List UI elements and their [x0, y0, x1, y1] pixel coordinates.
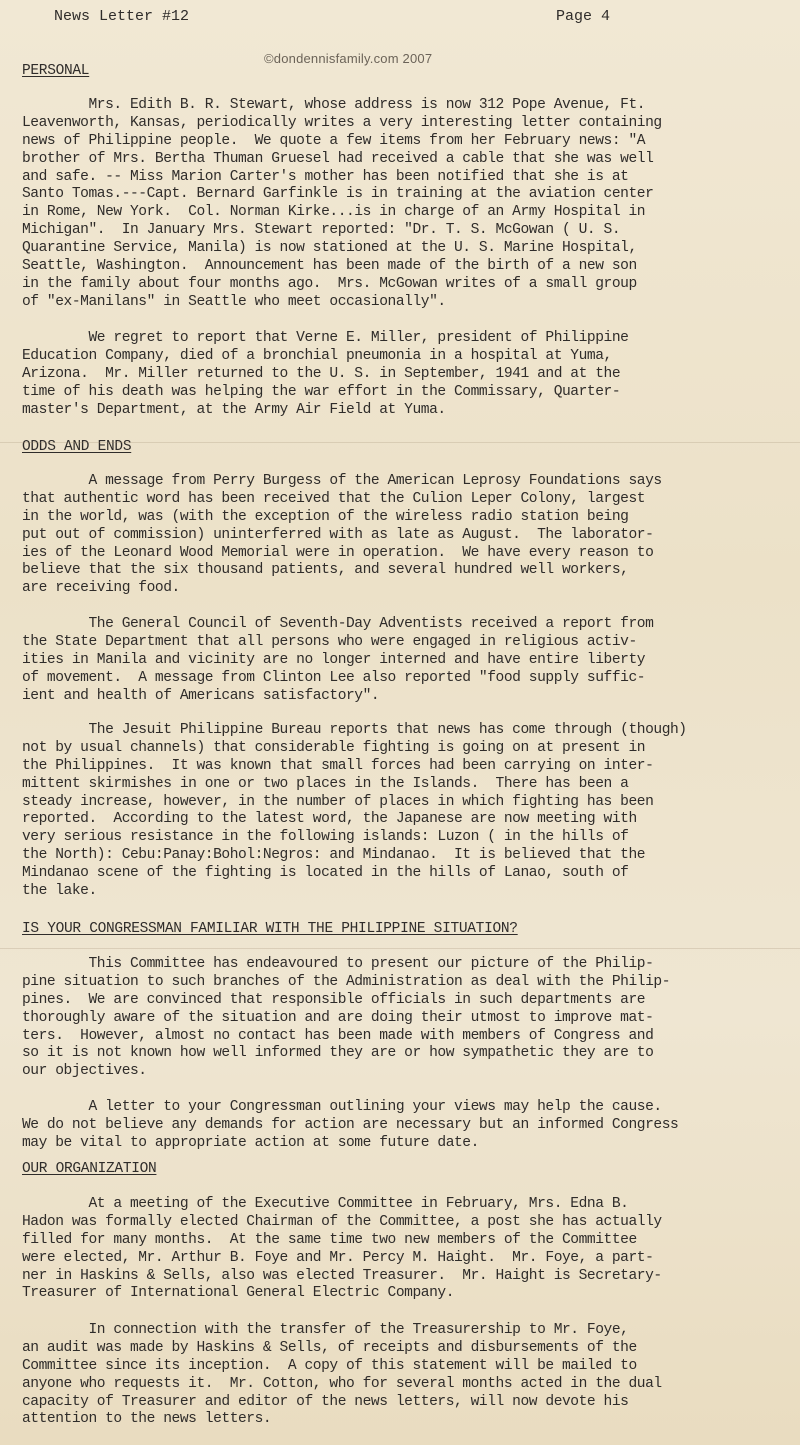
- text-line: our objectives.: [22, 1063, 147, 1080]
- text-line: At a meeting of the Executive Committee in February, Mrs. Edna B.: [22, 1196, 629, 1212]
- text-line: Seattle, Washington. Announcement has been made of the birth of a new son: [22, 258, 637, 275]
- text-line: believe that the six thousand patients, and several hundred well workers,: [22, 562, 629, 579]
- text-line: put out of commission) uninterferred with as late as August. The laborator-: [22, 526, 654, 543]
- text-line: the North): Cebu:Panay:Bohol:Negros: and Mindanao. It is believed that the: [22, 847, 646, 864]
- text-line: of movement. A message from Clinton Lee also reported "food supply suffic-: [22, 669, 646, 686]
- text-line: not by usual channels) that considerable fighting is going on at present in: [22, 739, 646, 756]
- text-line: in Rome, New York. Col. Norman Kirke...is in charge of an Army Hospital in: [22, 204, 646, 221]
- text-line: brother of Mrs. Bertha Thuman Gruesel had received a cable that she was well: [22, 150, 654, 167]
- text-line: Hadon was formally elected Chairman of the Committee, a post she has actually: [22, 1213, 662, 1230]
- text-line: We regret to report that Verne E. Miller, president of Philippine: [22, 330, 629, 346]
- section-heading-personal: PERSONAL: [22, 63, 90, 79]
- section-heading-odds-and-ends: ODDS AND ENDS: [22, 439, 132, 455]
- text-line: reported. According to the latest word, the Japanese are now meeting with: [22, 811, 637, 828]
- text-line: were elected, Mr. Arthur B. Foye and Mr. Percy M. Haight. Mr. Foye, a part-: [22, 1249, 654, 1266]
- text-line: Education Company, died of a bronchial pneumonia in a hospital at Yuma,: [22, 347, 612, 364]
- text-line: ient and health of Americans satisfactory".: [22, 687, 380, 704]
- text-line: thoroughly aware of the situation and are doing their utmost to improve mat-: [22, 1009, 654, 1026]
- paragraph-stewart: [22, 97, 792, 312]
- text-line: capacity of Treasurer and editor of the news letters, will now devote his: [22, 1393, 629, 1410]
- text-line: pine situation to such branches of the Administration as deal with the Philip-: [22, 973, 670, 990]
- text-line: mittent skirmishes in one or two places in the Islands. There has been a: [22, 775, 629, 792]
- text-line: filled for many months. At the same time two new members of the Committee: [22, 1231, 637, 1248]
- text-line: are receiving food.: [22, 580, 180, 597]
- text-line: We do not believe any demands for action are necessary but an informed Congress: [22, 1116, 679, 1133]
- text-line: Treasurer of International General Electric Company.: [22, 1285, 454, 1302]
- text-line: news of Philippine people. We quote a few items from her February news: "A: [22, 132, 646, 149]
- text-line: This Committee has endeavoured to present our picture of the Philip-: [22, 956, 654, 972]
- paper-fold-line: [0, 442, 800, 443]
- text-line: Michigan". In January Mrs. Stewart reported: "Dr. T. S. McGowan ( U. S.: [22, 222, 621, 239]
- text-line: an audit was made by Haskins & Sells, of receipts and disbursements of the: [22, 1339, 637, 1356]
- text-line: the lake.: [22, 883, 97, 900]
- paragraph-letter: [22, 1099, 792, 1153]
- paragraph-committee: [22, 956, 792, 1081]
- paper-fold-line: [0, 948, 800, 949]
- text-line: very serious resistance in the following islands: Luzon ( in the hills of: [22, 829, 629, 846]
- text-line: Quarantine Service, Manila) is now stationed at the U. S. Marine Hospital,: [22, 240, 637, 257]
- paragraph-meeting: [22, 1196, 792, 1303]
- text-line: the State Department that all persons who were engaged in religious activ-: [22, 633, 637, 650]
- paragraph-miller: [22, 330, 792, 419]
- text-line: ters. However, almost no contact has been made with members of Congress and: [22, 1027, 654, 1044]
- paragraph-audit: [22, 1322, 792, 1429]
- text-line: the Philippines. It was known that small forces had been carrying on inter-: [22, 757, 654, 774]
- text-line: and safe. -- Miss Marion Carter's mother has been notified that she is at: [22, 168, 629, 185]
- paragraph-leprosy: [22, 473, 792, 598]
- text-line: in the family about four months ago. Mrs. McGowan writes of a small group: [22, 275, 637, 292]
- text-line: ities in Manila and vicinity are no longer interned and have entire liberty: [22, 651, 646, 668]
- text-line: of "ex-Manilans" in Seattle who meet occasionally".: [22, 293, 446, 310]
- text-line: attention to the news letters.: [22, 1411, 272, 1428]
- copyright-watermark: ©dondennisfamily.com 2007: [264, 51, 433, 66]
- text-line: may be vital to appropriate action at some future date.: [22, 1134, 479, 1151]
- text-line: Mrs. Edith B. R. Stewart, whose address is now 312 Pope Avenue, Ft.: [22, 97, 646, 113]
- paragraph-jesuit: [22, 722, 792, 901]
- text-line: Leavenworth, Kansas, periodically writes a very interesting letter containing: [22, 114, 662, 131]
- text-line: The General Council of Seventh-Day Adventists received a report from: [22, 616, 654, 632]
- section-heading-congressman: IS YOUR CONGRESSMAN FAMILIAR WITH THE PHILIPPINE SITUATION?: [22, 921, 518, 937]
- text-line: pines. We are convinced that responsible officials in such departments are: [22, 991, 646, 1008]
- section-heading-organization: OUR ORGANIZATION: [22, 1161, 157, 1177]
- text-line: in the world, was (with the exception of the wireless radio station being: [22, 508, 629, 525]
- text-line: In connection with the transfer of the Treasurership to Mr. Foye,: [22, 1322, 629, 1338]
- page-number: Page 4: [556, 8, 611, 25]
- text-line: A letter to your Congressman outlining your views may help the cause.: [22, 1099, 662, 1115]
- text-line: that authentic word has been received that the Culion Leper Colony, largest: [22, 490, 646, 507]
- text-line: time of his death was helping the war effort in the Commissary, Quarter-: [22, 383, 621, 400]
- newsletter-number: News Letter #12: [54, 8, 190, 25]
- text-line: Arizona. Mr. Miller returned to the U. S. in September, 1941 and at the: [22, 365, 621, 382]
- text-line: The Jesuit Philippine Bureau reports that news has come through (though): [22, 722, 687, 738]
- text-line: A message from Perry Burgess of the American Leprosy Foundations says: [22, 473, 662, 489]
- text-line: anyone who requests it. Mr. Cotton, who for several months acted in the dual: [22, 1375, 662, 1392]
- text-line: ies of the Leonard Wood Memorial were in operation. We have every reason to: [22, 544, 654, 561]
- text-line: Mindanao scene of the fighting is located in the hills of Lanao, south of: [22, 865, 629, 882]
- text-line: master's Department, at the Army Air Field at Yuma.: [22, 401, 446, 418]
- text-line: Santo Tomas.---Capt. Bernard Garfinkle is in training at the aviation center: [22, 186, 654, 203]
- text-line: ner in Haskins & Sells, also was elected Treasurer. Mr. Haight is Secretary-: [22, 1267, 662, 1284]
- text-line: so it is not known how well informed they are or how sympathetic they are to: [22, 1045, 654, 1062]
- text-line: steady increase, however, in the number of places in which fighting has been: [22, 793, 654, 810]
- paragraph-adventists: [22, 616, 792, 705]
- text-line: Committee since its inception. A copy of this statement will be mailed to: [22, 1357, 637, 1374]
